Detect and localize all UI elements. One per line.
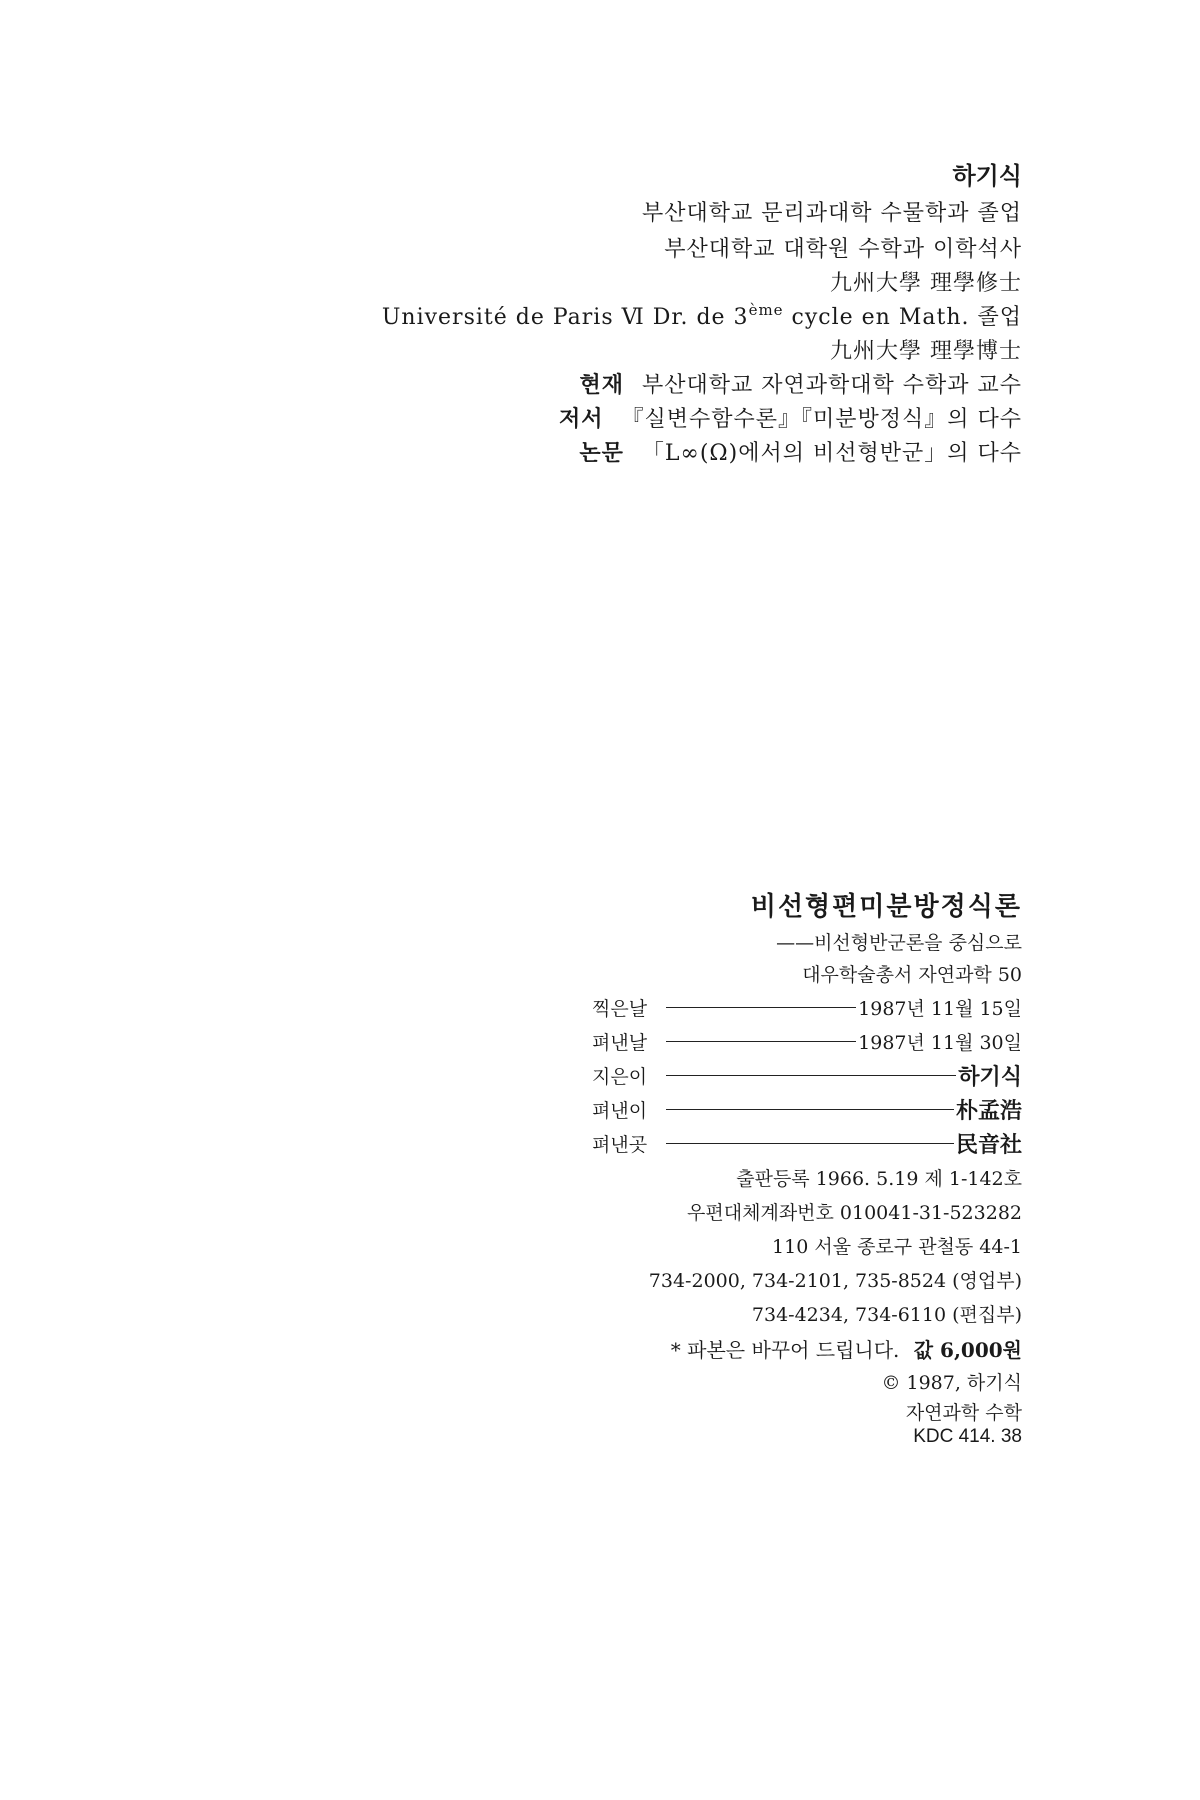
leader-rule (666, 1041, 856, 1042)
paris-post: cycle en Math. 졸업 (783, 305, 1022, 330)
category: 자연과학 수학 (905, 1402, 1022, 1424)
author-value: 하기식 (958, 1064, 1022, 1090)
phone-edit: 734-4234, 734-6110 (편집부) (751, 1304, 1022, 1326)
bio-line-3: 九州大學 理學修士 (830, 271, 1022, 296)
publisher-label: 펴낸이 (592, 1100, 648, 1122)
price: 값 6,000원 (913, 1338, 1022, 1362)
printed-value: 1987년 11월 15일 (858, 998, 1022, 1020)
bio-papers (579, 436, 1022, 467)
colophon-row-printed (592, 994, 1022, 1021)
bio-current-label: 현재 (579, 372, 624, 398)
postal-account: 우편대체계좌번호 010041-31-523282 (687, 1202, 1022, 1224)
bio-line-paris (382, 300, 1022, 331)
colophon-row-publisher (592, 1094, 1022, 1125)
colophon-row-author (592, 1060, 1022, 1091)
colophon-row-published (592, 1028, 1022, 1055)
address: 110 서울 종로구 관철동 44-1 (772, 1236, 1022, 1258)
notice-price (592, 1334, 1022, 1363)
bio-line-doctorate: 九州大學 理學博士 (830, 339, 1022, 364)
bio-papers-label: 논문 (579, 440, 624, 466)
publisher-value: 朴孟浩 (955, 1098, 1022, 1124)
bio-books (559, 402, 1022, 433)
kdc-code: KDC 414. 38 (913, 1426, 1022, 1447)
leader-rule (666, 1143, 954, 1144)
printed-label: 찍은날 (592, 998, 648, 1020)
leader-rule (666, 1109, 954, 1110)
book-title: 비선형편미분방정식론 (750, 892, 1022, 922)
notice: * 파본은 바꾸어 드립니다. (670, 1338, 900, 1362)
press-label: 펴낸곳 (592, 1134, 648, 1156)
bio-line-1: 부산대학교 문리과대학 수물학과 졸업 (641, 201, 1022, 226)
book-series: 대우학술총서 자연과학 50 (802, 964, 1022, 986)
paris-sup: ème (748, 301, 784, 319)
copyright: © 1987, 하기식 (881, 1372, 1022, 1394)
leader-rule (666, 1075, 956, 1076)
bio-line-2: 부산대학교 대학원 수학과 이학석사 (664, 237, 1022, 262)
bio-books-text: 『실변수함수론』『미분방정식』의 다수 (621, 407, 1022, 432)
author-name: 하기식 (952, 161, 1022, 190)
paris-pre: Université de Paris Ⅵ Dr. de 3 (381, 305, 749, 330)
published-value: 1987년 11월 30일 (858, 1032, 1022, 1054)
bio-current (579, 368, 1022, 399)
press-value: 民音社 (955, 1132, 1022, 1158)
registration: 출판등록 1966. 5.19 제 1-142호 (736, 1168, 1022, 1190)
colophon-row-press (592, 1128, 1022, 1159)
phone-sales: 734-2000, 734-2101, 735-8524 (영업부) (648, 1270, 1022, 1292)
book-subtitle: ——비선형반군론을 중심으로 (776, 932, 1022, 954)
bio-current-text: 부산대학교 자연과학대학 수학과 교수 (641, 373, 1022, 398)
author-label: 지은이 (592, 1066, 648, 1088)
bio-papers-text: 「L∞(Ω)에서의 비선형반군」의 다수 (641, 441, 1022, 466)
leader-rule (666, 1007, 856, 1008)
published-label: 펴낸날 (592, 1032, 648, 1054)
bio-books-label: 저서 (558, 406, 604, 432)
